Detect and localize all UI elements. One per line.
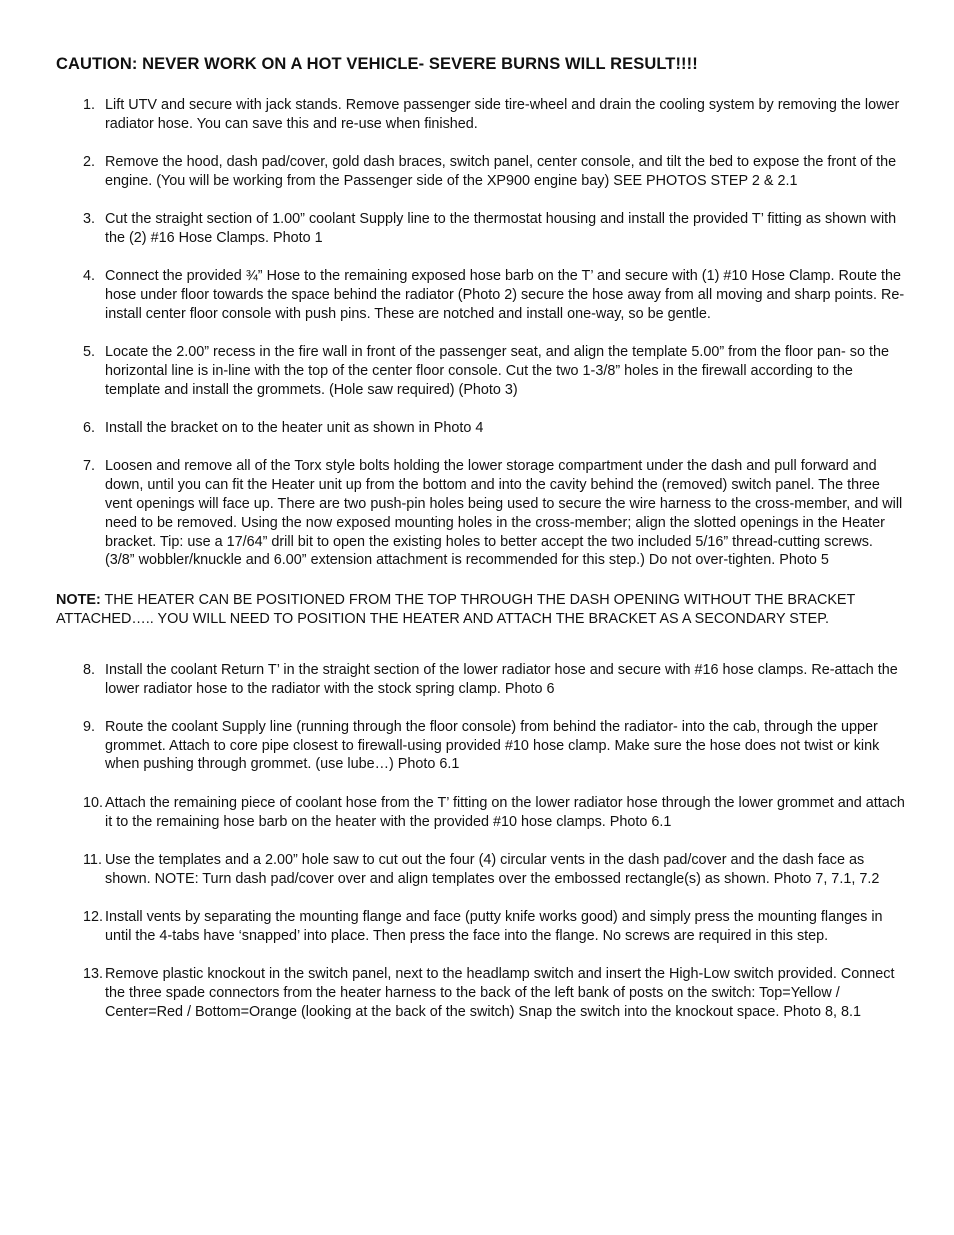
note-paragraph	[56, 591, 906, 629]
step-text: Lift UTV and secure with jack stands. Remove passenger side tire-wheel and drain the cooling system by removing the lower radiator hose. You can save this and re-use when finished.	[105, 97, 900, 132]
step-text: Install vents by separating the mounting flange and face (putty knife works good) and simply press the mounting flanges in until the 4-tabs have ‘snapped’ into place. Then press the face into the flange. No screws are required in this step.	[105, 908, 883, 944]
step-number: 4.	[83, 268, 96, 285]
step-text: Install the bracket on to the heater unit as shown in Photo 4	[105, 420, 484, 437]
step-text: Cut the straight section of 1.00” coolant Supply line to the thermostat housing and install the provided T’ fitting as shown with the (2) #16 Hose Clamps. Photo 1	[105, 211, 897, 246]
step-text: Locate the 2.00” recess in the fire wall in front of the passenger seat, and align the template 5.00” from the floor pan- so the horizontal line is in-line with the top of the center floor console. Cut the two 1-3/8” holes in the firewall according to the template and install the grommets. (Hole saw required) (Photo 3)	[105, 344, 889, 398]
step-item	[56, 851, 906, 889]
step-number: 1.	[83, 97, 96, 113]
step-item	[56, 794, 906, 832]
step-item	[56, 267, 906, 323]
step-item	[56, 419, 906, 438]
step-number: 3.	[83, 211, 96, 228]
steps-list-part1	[56, 96, 906, 570]
step-text: Connect the provided ¾” Hose to the remaining exposed hose barb on the T’ and secure with (1) #10 Hose Clamp. Route the hose under floor towards the space behind the radiator (Photo 2) secure the hose away from all moving and sharp points. Re-install center floor console with push pins. These are notched and install one-way, so be gentle.	[105, 268, 905, 322]
step-text: Install the coolant Return T’ in the straight section of the lower radiator hose and secure with #16 hose clamps. Re-attach the lower radiator hose to the radiator with the stock spring clamp. Photo 6	[105, 661, 898, 697]
step-item	[56, 661, 906, 699]
step-number: 8.	[83, 661, 96, 678]
step-item	[56, 965, 906, 1021]
step-item	[56, 908, 906, 946]
steps-list-part2	[56, 661, 906, 1022]
step-number: 7.	[83, 458, 96, 475]
step-text: Remove the hood, dash pad/cover, gold dash braces, switch panel, center console, and tilt the bed to expose the front of the engine. (You will be working from the Passenger side of the XP900 engine bay) SEE PHOTOS STEP 2 & 2.1	[105, 154, 897, 189]
step-item	[56, 343, 906, 399]
step-item	[56, 718, 906, 774]
step-number: 6.	[83, 420, 96, 437]
step-number: 2.	[83, 154, 96, 171]
note-text: THE HEATER CAN BE POSITIONED FROM THE TOP THROUGH THE DASH OPENING WITHOUT THE BRACKET ATTACHED….. YOU WILL NEED TO POSITION THE HEATER AND ATTACH THE BRACKET AS A SECONDARY STEP.	[56, 592, 856, 627]
step-item	[56, 210, 906, 248]
step-number: 10.	[83, 794, 104, 811]
note-label: NOTE:	[56, 592, 101, 609]
step-number: 12.	[83, 908, 104, 925]
document-page	[56, 54, 906, 1041]
step-text: Remove plastic knockout in the switch panel, next to the headlamp switch and insert the High-Low switch provided. Connect the three spade connectors from the heater harness to the back of the left bank of posts on the switch: Top=Yellow / Center=Red / Bottom=Orange (looking at the back of the switch) Snap the switch into the knockout space. Photo 8, 8.1	[105, 966, 895, 1020]
step-text: Use the templates and a 2.00” hole saw to cut out the four (4) circular vents in the dash pad/cover and the dash face as shown. NOTE: Turn dash pad/cover over and align templates over the embossed rectangle(s) as shown. Photo 7, 7.1, 7.2	[105, 851, 880, 887]
step-text: Loosen and remove all of the Torx style bolts holding the lower storage compartment under the dash and pull forward and down, until you can fit the Heater unit up from the bottom and into the cavity behind the (removed) switch panel. The three vent openings will face up. There are two push-pin holes being used to secure the wire harness to the cross-member, and will need to be removed. Using the now exposed mounting holes in the cross-member; align the slotted openings in the Heater bracket. Tip: use a 17/64” drill bit to open the existing holes to better accept the two included 5/16” thread-cutting screws. (3/8” wobbler/knuckle and 6.00” extension attachment is recommended for this step.) Do not over-tighten. Photo 5	[105, 458, 903, 569]
step-number: 11.	[83, 851, 102, 868]
step-number: 13.	[83, 966, 104, 982]
caution-heading: CAUTION: NEVER WORK ON A HOT VEHICLE- SEVERE BURNS WILL RESULT!!!!	[56, 55, 698, 73]
step-text: Route the coolant Supply line (running through the floor console) from behind the radiator- into the cab, through the upper grommet. Attach to core pipe closest to firewall-using provided #10 hose clamp. Make sure the hose does not twist or kink when pushing through grommet. (use lube…) Photo 6.1	[105, 718, 880, 773]
step-item	[56, 96, 906, 134]
step-number: 5.	[83, 344, 96, 361]
step-item	[56, 153, 906, 191]
step-item	[56, 457, 906, 570]
step-number: 9.	[83, 718, 96, 735]
step-text: Attach the remaining piece of coolant hose from the T’ fitting on the lower radiator hose through the lower grommet and attach it to the remaining hose barb on the heater with the provided #10 hose clamps. Photo 6.1	[105, 794, 905, 830]
